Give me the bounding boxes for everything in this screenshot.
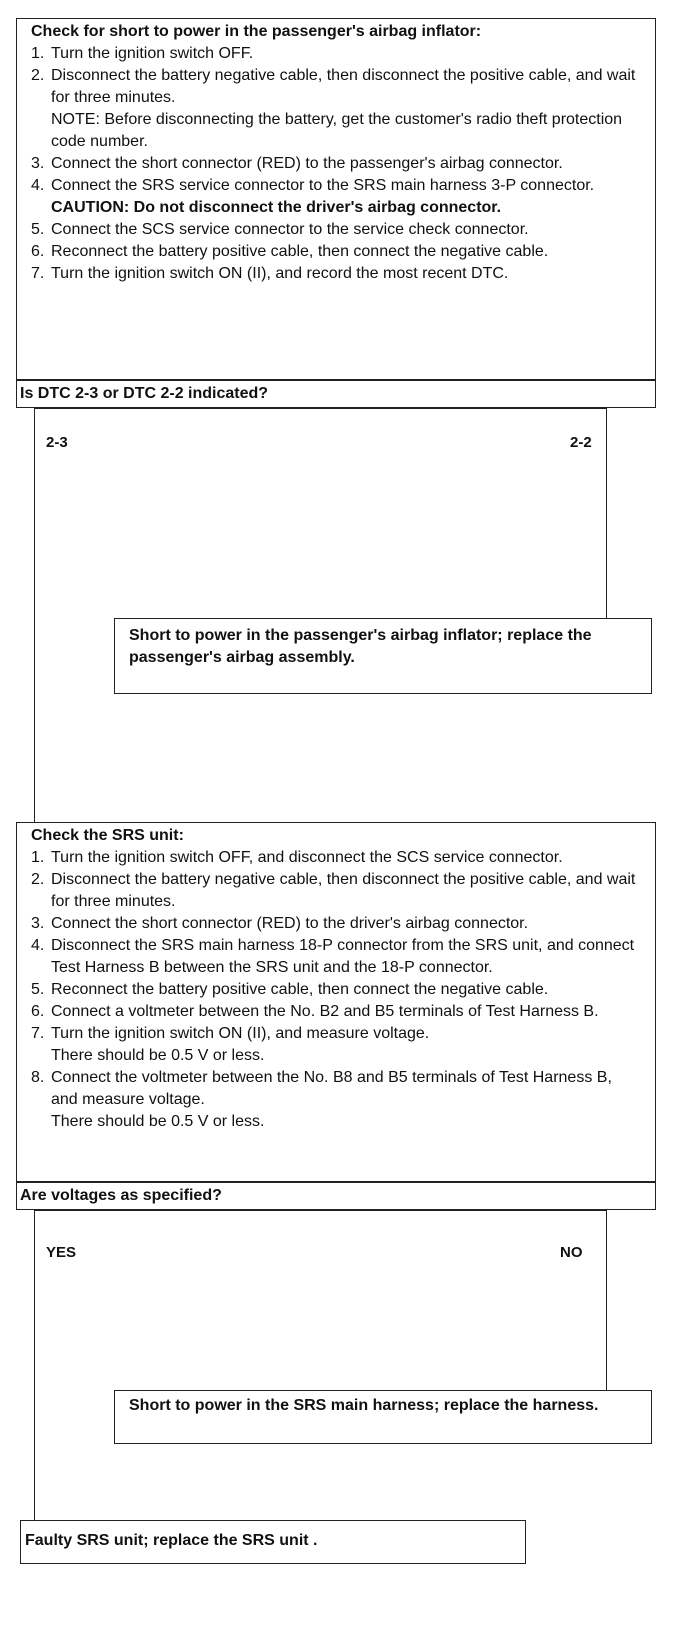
step1-branch-line bbox=[34, 408, 606, 409]
step1-title: Check for short to power in the passenger's airbag inflator: bbox=[31, 23, 482, 40]
step2-question: Are voltages as specified? bbox=[20, 1187, 222, 1204]
step1-caution: CAUTION: Do not disconnect the driver's airbag connector. bbox=[51, 199, 502, 216]
step2-list bbox=[31, 847, 643, 1133]
step2-result-yes-box bbox=[20, 1520, 526, 1564]
step2-branch-left: YES bbox=[46, 1244, 77, 1261]
step1-item: 6. Reconnect the battery positive cable, then connect the negative cable. bbox=[31, 243, 549, 260]
step1-item: 4. Connect the SRS service connector to the SRS main harness 3-P connector. CAUTION: Do not disconnect the driver's airbag connector. bbox=[31, 175, 643, 219]
step1-item: 2. Disconnect the battery negative cable, then disconnect the positive cable, and wait for three minutes. NOTE: Before disconnecting the battery, get the customer's radio theft protection code number. bbox=[31, 65, 643, 153]
step1-right-connector bbox=[606, 408, 607, 618]
step1-item: 3. Connect the short connector (RED) to the passenger's airbag connector. bbox=[31, 155, 563, 172]
step2-result-yes-text: Faulty SRS unit; replace the SRS unit . bbox=[25, 1532, 318, 1549]
step2-item: 2. Disconnect the battery negative cable, then disconnect the positive cable, and wait for three minutes. bbox=[31, 871, 636, 910]
step2-item: 6. Connect a voltmeter between the No. B2 and B5 terminals of Test Harness B. bbox=[31, 1003, 599, 1020]
step1-branch-left: 2-3 bbox=[46, 434, 68, 451]
step1-list bbox=[31, 43, 643, 285]
step2-branch-line bbox=[34, 1210, 606, 1211]
step2-note: There should be 0.5 V or less. bbox=[51, 1113, 265, 1130]
step2-note: There should be 0.5 V or less. bbox=[51, 1047, 265, 1064]
step2-item: 1. Turn the ignition switch OFF, and disconnect the SCS service connector. bbox=[31, 849, 563, 866]
step1-left-connector bbox=[34, 408, 35, 822]
step1-item: 5. Connect the SCS service connector to the service check connector. bbox=[31, 221, 529, 238]
step1-branch-right: 2-2 bbox=[570, 434, 592, 451]
step2-right-connector bbox=[606, 1210, 607, 1390]
step2-item: 5. Reconnect the battery positive cable, then connect the negative cable. bbox=[31, 981, 549, 998]
step1-result-text: Short to power in the passenger's airbag inflator; replace the passenger's airbag assembly. bbox=[129, 627, 592, 666]
step1-box bbox=[16, 18, 656, 380]
step2-result-no-text: Short to power in the SRS main harness; replace the harness. bbox=[129, 1397, 599, 1414]
step2-item: 4. Disconnect the SRS main harness 18-P connector from the SRS unit, and connect Test Harness B between the SRS unit and the 18-P connector. bbox=[31, 937, 635, 976]
step1-result-box bbox=[114, 618, 652, 694]
step1-item: 7. Turn the ignition switch ON (II), and record the most recent DTC. bbox=[31, 265, 509, 282]
step2-title: Check the SRS unit: bbox=[31, 827, 184, 844]
step2-item: 3. Connect the short connector (RED) to the driver's airbag connector. bbox=[31, 915, 529, 932]
step1-question: Is DTC 2-3 or DTC 2-2 indicated? bbox=[20, 385, 269, 402]
step2-box bbox=[16, 822, 656, 1182]
step2-result-no-box bbox=[114, 1390, 652, 1444]
step1-item: 1. Turn the ignition switch OFF. bbox=[31, 45, 254, 62]
step2-left-connector bbox=[34, 1210, 35, 1520]
step2-branch-right: NO bbox=[560, 1244, 583, 1261]
step1-note: NOTE: Before disconnecting the battery, get the customer's radio theft protection code number. bbox=[51, 111, 623, 150]
step2-item: 8. Connect the voltmeter between the No. B8 and B5 terminals of Test Harness B, and measure voltage. There should be 0.5 V or less. bbox=[31, 1067, 643, 1133]
step2-item: 7. Turn the ignition switch ON (II), and measure voltage. There should be 0.5 V or less. bbox=[31, 1023, 643, 1067]
